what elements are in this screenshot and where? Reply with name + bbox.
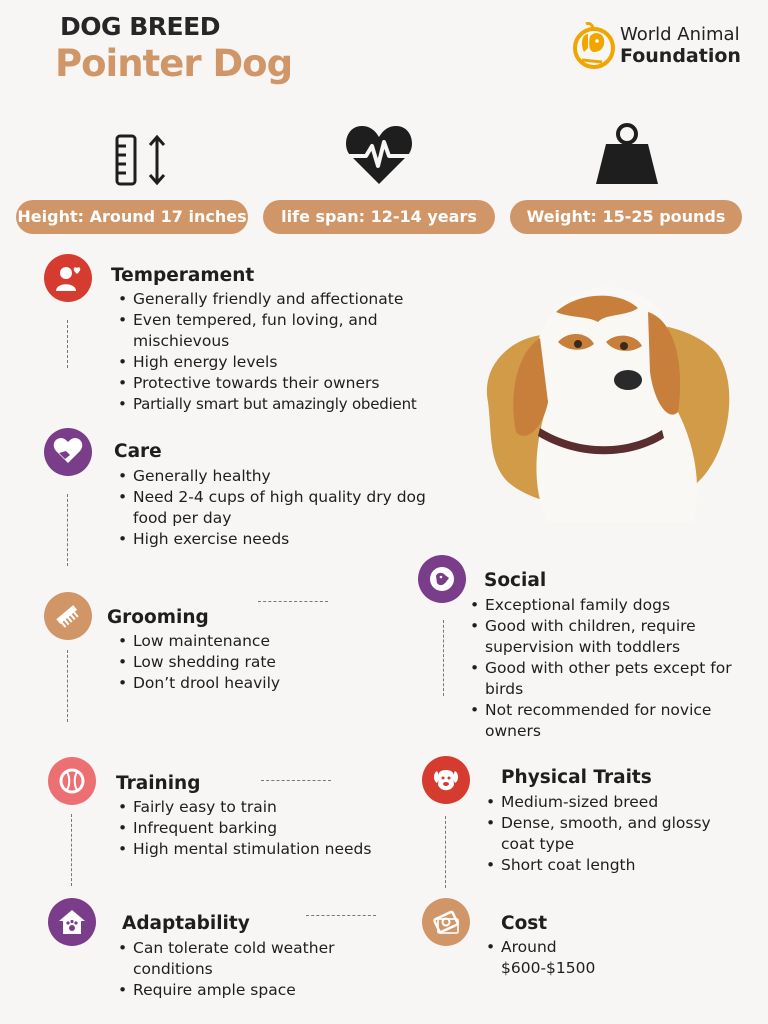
connector-line [67,650,68,722]
dog-photo [478,282,734,522]
logo [572,20,752,76]
grooming-list [116,631,376,694]
list-item: • Good with children, require supervision with toddlers [468,616,758,658]
cost-title: Cost [501,913,548,934]
list-item: • Medium-sized breed [484,792,744,813]
list-item: • Even tempered, fun loving, and mischievous [116,310,446,352]
list-item: • Protective towards their owners [116,373,446,394]
temperament-icon [44,254,92,302]
list-item: • Dense, smooth, and glossy coat type [484,813,744,855]
list-item: • High mental stimulation needs [116,839,416,860]
list-item: • High energy levels [116,352,446,373]
height-pill: Height: Around 17 inches [16,200,248,234]
list-item: • Infrequent barking [116,818,416,839]
list-item: • Short coat length [484,855,744,876]
list-item: • Generally healthy [116,466,426,487]
list-item: • Partially smart but amazingly obedient [116,394,446,415]
logo-text-line1: World Animal [620,24,740,45]
connector-line [67,320,68,368]
connector-line [67,494,68,566]
training-title: Training [116,773,201,794]
adaptability-icon [48,898,96,946]
list-item: • Low shedding rate [116,652,376,673]
list-item: • Exceptional family dogs [468,595,758,616]
connector-line [443,620,444,696]
connector-line [306,915,376,916]
ruler-height-icon [112,132,170,188]
weight-icon [594,122,660,186]
connector-line [261,780,331,781]
eyebrow-title: DOG BREED [60,12,220,41]
lifespan-pill: life span: 12-14 years [263,200,495,234]
adaptability-title: Adaptability [122,913,250,934]
care-list [116,466,426,550]
grooming-title: Grooming [107,607,209,628]
care-title: Care [114,441,162,462]
list-item: • Need 2-4 cups of high quality dry dog food per day [116,487,426,529]
temperament-title: Temperament [111,265,255,286]
list-item: • Low maintenance [116,631,376,652]
training-list [116,797,416,860]
social-icon [418,555,466,603]
page-title: Pointer Dog [55,42,293,85]
physical-traits-icon [422,756,470,804]
heartbeat-icon [344,122,414,186]
care-icon [44,428,92,476]
cost-icon [422,898,470,946]
dog-logo-icon [572,22,616,70]
logo-text-line2: Foundation [620,45,741,67]
list-item: • Not recommended for novice owners [468,700,758,742]
connector-line [258,601,328,602]
training-icon [48,757,96,805]
list-item: • Fairly easy to train [116,797,416,818]
list-item: • Can tolerate cold weather conditions [116,938,366,980]
grooming-icon [44,592,92,640]
social-title: Social [484,570,547,591]
social-list [468,595,758,742]
temperament-list [116,289,446,415]
physical-traits-title: Physical Traits [501,767,652,788]
list-item: • Don’t drool heavily [116,673,376,694]
list-item: • Require ample space [116,980,366,1001]
cost-list [484,937,634,979]
connector-line [445,816,446,888]
list-item: • High exercise needs [116,529,426,550]
list-item: • Generally friendly and affectionate [116,289,446,310]
list-item: • Good with other pets except for birds [468,658,758,700]
list-item: • Around $600-$1500 [484,937,634,979]
physical-traits-list [484,792,744,876]
weight-pill: Weight: 15-25 pounds [510,200,742,234]
connector-line [71,814,72,886]
adaptability-list [116,938,366,1001]
